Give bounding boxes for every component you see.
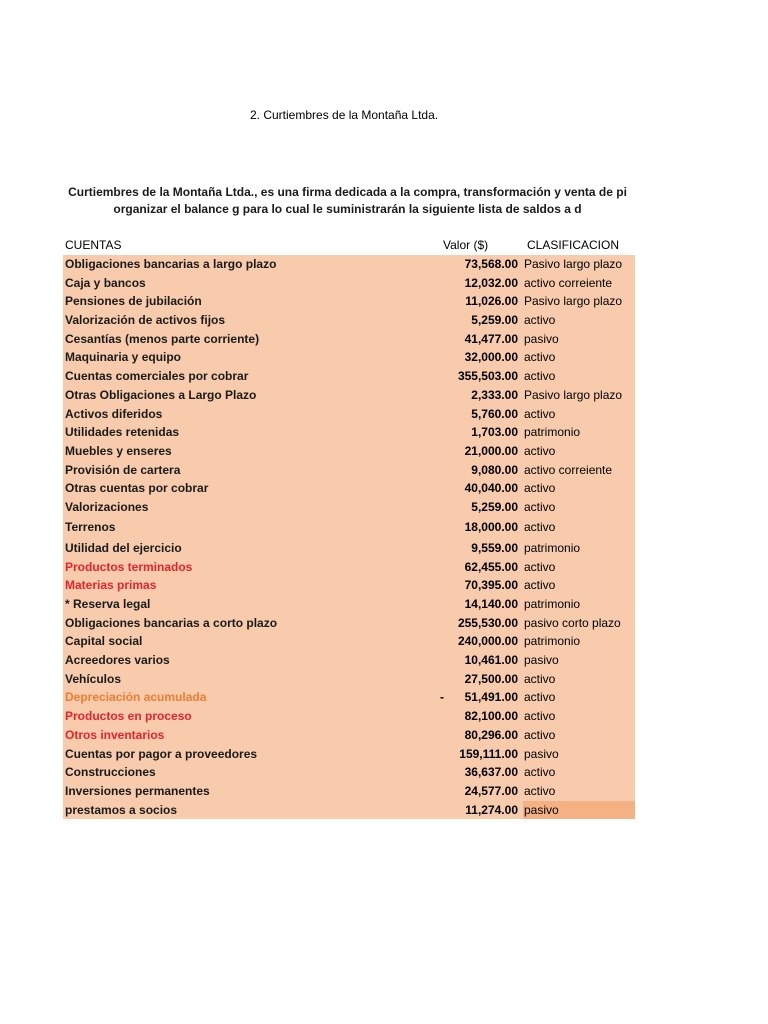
header-valor: Valor ($) (443, 238, 489, 252)
cell-clasificacion (523, 311, 635, 330)
cell-clasificacion (523, 651, 635, 670)
cell-clasificacion-text: activo (524, 313, 556, 328)
table-row (63, 518, 635, 539)
cell-cuenta: Cuentas comerciales por cobrar (65, 369, 249, 384)
cell-cuenta: Obligaciones bancarias a corto plazo (65, 615, 278, 630)
cell-clasificacion-text: activo (524, 406, 556, 421)
cell-clasificacion (523, 367, 635, 386)
table-row (63, 745, 635, 764)
cell-clasificacion-text: patrimonio (524, 597, 581, 611)
cell-valor: 11,274.00 (465, 802, 518, 817)
cell-valor: 9,080.00 (471, 462, 518, 477)
cell-clasificacion-text: activo (524, 690, 556, 705)
cell-valor: 62,455.00 (464, 559, 518, 574)
cell-clasificacion-text: pasivo (524, 802, 559, 817)
cell-cuenta: Obligaciones bancarias a largo plazo (65, 257, 277, 271)
cell-clasificacion-text: activo (524, 499, 556, 514)
cell-clasificacion-text: activo (524, 783, 556, 798)
table-row (63, 801, 635, 820)
cell-clasificacion (523, 442, 635, 461)
table-row (63, 726, 635, 745)
cell-cuenta: Valorización de activos fijos (65, 313, 226, 328)
table-row (63, 614, 635, 633)
cell-valor: 2,333.00 (471, 387, 518, 402)
cell-valor: 41,477.00 (464, 331, 518, 346)
table-row (63, 670, 635, 689)
cell-cuenta: Productos terminados (65, 559, 193, 574)
cell-clasificacion-text: pasivo (524, 331, 559, 346)
table-row (63, 274, 635, 293)
cell-clasificacion (523, 558, 635, 577)
cell-clasificacion (523, 498, 635, 519)
cell-clasificacion-text: activo (524, 671, 556, 686)
cell-clasificacion (523, 423, 635, 442)
cell-valor: 11,026.00 (465, 294, 518, 309)
intro-line-2: organizar el balance g para lo cual le suministrarán la siguiente lista de saldos a d (113, 202, 582, 216)
cell-clasificacion (523, 348, 635, 367)
table-row (63, 576, 635, 595)
cell-clasificacion-text: activo (524, 765, 556, 780)
cell-clasificacion (523, 614, 635, 633)
cell-cuenta: Vehículos (65, 671, 122, 686)
cell-clasificacion-text: pasivo (524, 746, 559, 761)
cell-cuenta: Muebles y enseres (65, 443, 172, 458)
table-row (63, 405, 635, 424)
cell-cuenta: Valorizaciones (65, 499, 149, 514)
cell-cuenta: Terrenos (65, 520, 116, 535)
cell-clasificacion (523, 461, 635, 480)
cell-clasificacion-text: activo (524, 709, 556, 724)
cell-cuenta: Cesantías (menos parte corriente) (65, 331, 260, 346)
cell-valor: 10,461.00 (464, 653, 518, 668)
cell-negative-sign: - (440, 690, 444, 705)
table-row (63, 292, 635, 311)
cell-clasificacion (523, 539, 635, 558)
cell-clasificacion-text: activo (524, 559, 556, 574)
cell-valor: 21,000.00 (464, 443, 518, 458)
cell-cuenta: Materias primas (65, 578, 157, 593)
cell-valor: 18,000.00 (464, 520, 518, 535)
cell-valor: 1,703.00 (471, 425, 518, 440)
cell-clasificacion (523, 688, 635, 707)
table-row (63, 632, 635, 651)
cell-valor: 14,140.00 (464, 597, 518, 611)
cell-clasificacion (523, 386, 635, 405)
table-row (63, 330, 635, 349)
cell-cuenta: Utilidades retenidas (65, 425, 180, 440)
cell-clasificacion (523, 595, 635, 614)
cell-cuenta: Caja y bancos (65, 275, 146, 290)
cell-clasificacion-text: activo correiente (524, 462, 613, 477)
intro-line-1: Curtiembres de la Montaña Ltda., es una firma dedicada a la compra, transformación y venta de pi (68, 185, 627, 199)
cell-valor: 355,503.00 (457, 369, 518, 384)
table-row (63, 367, 635, 386)
cell-valor: 80,296.00 (464, 727, 518, 742)
cell-clasificacion-text: pasivo (524, 653, 559, 668)
cell-valor: 70,395.00 (464, 578, 518, 593)
table-row (63, 442, 635, 461)
table-row (63, 558, 635, 577)
cell-valor: 32,000.00 (464, 350, 518, 365)
table-row (63, 707, 635, 726)
cell-clasificacion-text: activo (524, 727, 556, 742)
cell-clasificacion-text: activo correiente (524, 275, 613, 290)
table-row (63, 479, 635, 498)
cell-clasificacion-text: Pasivo largo plazo (524, 294, 623, 309)
cell-cuenta: * Reserva legal (65, 597, 151, 611)
cell-clasificacion-text: activo (524, 443, 556, 458)
cell-clasificacion (523, 255, 635, 274)
cell-cuenta: Maquinaria y equipo (65, 350, 182, 365)
cell-cuenta: Pensiones de jubilación (65, 294, 202, 309)
table-row (63, 423, 635, 442)
cell-valor: 51,491.00 (464, 690, 518, 705)
cell-valor: 255,530.00 (457, 615, 518, 630)
cell-clasificacion (523, 632, 635, 651)
cell-clasificacion-text: activo (524, 350, 556, 365)
cell-clasificacion (523, 518, 635, 539)
cell-valor: 240,000.00 (457, 634, 518, 649)
table-row (63, 386, 635, 405)
cell-cuenta: Acreedores varios (65, 653, 170, 668)
document-title: 2. Curtiembres de la Montaña Ltda. (250, 108, 439, 122)
table-row (63, 461, 635, 480)
cell-cuenta: Otras cuentas por cobrar (65, 481, 209, 496)
cell-clasificacion (523, 292, 635, 311)
cell-valor: 73,568.00 (464, 257, 518, 271)
cell-cuenta: Cuentas por pagor a proveedores (65, 746, 258, 761)
table-row (63, 782, 635, 801)
cell-clasificacion-text: activo (524, 520, 556, 535)
cell-clasificacion (523, 726, 635, 745)
cell-clasificacion (523, 330, 635, 349)
table-row (63, 595, 635, 614)
cell-cuenta: Productos en proceso (65, 709, 192, 724)
table-row (63, 763, 635, 782)
cell-cuenta: Inversiones permanentes (65, 783, 210, 798)
cell-clasificacion-text: patrimonio (524, 425, 581, 440)
cell-cuenta: Otros inventarios (65, 727, 165, 742)
cell-cuenta: prestamos a socios (65, 802, 178, 817)
cell-valor: 159,111.00 (459, 746, 518, 761)
cell-valor: 36,637.00 (464, 765, 518, 780)
table-row (63, 255, 635, 274)
table-row (63, 498, 635, 519)
cell-cuenta: Capital social (65, 634, 143, 649)
cell-clasificacion (523, 707, 635, 726)
cell-clasificacion-text: Pasivo largo plazo (524, 387, 623, 402)
cell-valor: 5,760.00 (471, 406, 518, 421)
cell-clasificacion (523, 405, 635, 424)
cell-valor: 5,259.00 (471, 499, 518, 514)
cell-valor: 40,040.00 (464, 481, 518, 496)
cell-clasificacion-text: pasivo corto plazo (524, 615, 621, 630)
table-row (63, 348, 635, 367)
table-row (63, 539, 635, 558)
cell-valor: 24,577.00 (464, 783, 518, 798)
cell-valor: 5,259.00 (471, 313, 518, 328)
cell-clasificacion (523, 763, 635, 782)
cell-clasificacion (523, 274, 635, 293)
table-row (63, 651, 635, 670)
cell-clasificacion (523, 782, 635, 801)
cell-cuenta: Depreciación acumulada (65, 690, 207, 705)
cell-cuenta: Activos diferidos (65, 406, 163, 421)
cell-valor: 12,032.00 (464, 275, 518, 290)
cell-clasificacion-text: Pasivo largo plazo (524, 257, 623, 271)
cell-clasificacion-text: activo (524, 481, 556, 496)
cell-clasificacion (523, 745, 635, 764)
cell-cuenta: Provisión de cartera (65, 462, 181, 477)
header-clasificacion: CLASIFICACION (527, 238, 620, 252)
cell-valor: 82,100.00 (464, 709, 518, 724)
cell-valor: 27,500.00 (464, 671, 518, 686)
cell-cuenta: Utilidad del ejercicio (65, 540, 182, 555)
cell-cuenta: Otras Obligaciones a Largo Plazo (65, 387, 257, 402)
cell-clasificacion (523, 576, 635, 595)
cell-cuenta: Construcciones (65, 765, 156, 780)
cell-clasificacion-text: activo (524, 369, 556, 384)
accounts-table (63, 255, 635, 819)
table-header (63, 237, 635, 255)
cell-clasificacion-text: patrimonio (524, 540, 581, 555)
cell-valor: 9,559.00 (471, 540, 518, 555)
cell-clasificacion-text: patrimonio (524, 634, 581, 649)
cell-clasificacion (523, 670, 635, 689)
header-cuentas: CUENTAS (65, 238, 122, 252)
table-row (63, 311, 635, 330)
cell-clasificacion (523, 801, 635, 820)
cell-clasificacion (523, 479, 635, 498)
table-row (63, 688, 635, 707)
cell-clasificacion-text: activo (524, 578, 556, 593)
